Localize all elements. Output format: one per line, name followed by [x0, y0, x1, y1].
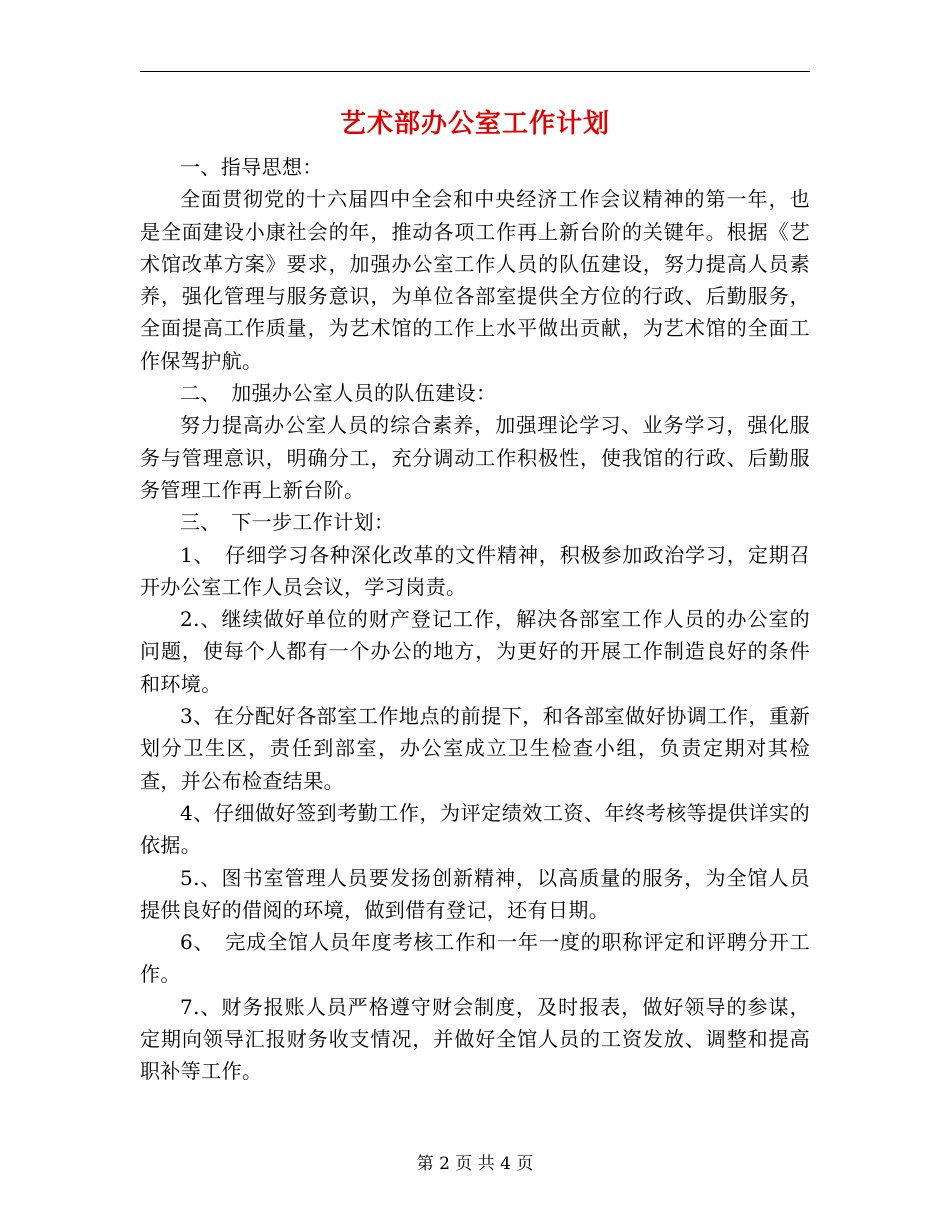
plan-item-6: 6、 完成全馆人员年度考核工作和一年一度的职称评定和评聘分开工作。 [140, 930, 810, 987]
header-rule [140, 71, 810, 72]
plan-item-7: 7.、财务报账人员严格遵守财会制度，及时报表，做好领导的参谋，定期向领导汇报财务收支情况，并做好全馆人员的工资发放、调整和提高职补等工作。 [140, 994, 810, 1084]
section-heading-1: 一、指导思想： [180, 155, 323, 179]
plan-item-5: 5.、图书室管理人员要发扬创新精神，以高质量的服务，为全馆人员提供良好的借阅的环境，做到借有登记，还有日期。 [140, 865, 810, 922]
plan-item-2: 2.、继续做好单位的财产登记工作，解决各部室工作人员的办公室的问题，使每个人都有一个办公的地方，为更好的开展工作制造良好的条件和环境。 [140, 607, 810, 696]
paragraph: 全面贯彻党的十六届四中全会和中央经济工作会议精神的第一年，也是全面建设小康社会的年，推动各项工作再上新台阶的关键年。根据《艺术馆改革方案》要求，加强办公室工作人员的队伍建设，努力提高人员素养，强化管理与服务意识，为单位各部室提供全方位的行政、后勤服务，全面提高工作质量，为艺术馆的工作上水平做出贡献，为艺术馆的全面工作保驾护航。 [140, 187, 810, 373]
section-heading-3: 三、 下一步工作计划： [180, 510, 395, 535]
section-heading-2: 二、 加强办公室人员的队伍建设： [180, 381, 497, 406]
plan-item-1: 1、 仔细学习各种深化改革的文件精神，积极参加政治学习，定期召开办公室工作人员会议，学习岗责。 [140, 542, 810, 599]
page-number-footer: 第 2 页 共 4 页 [416, 1154, 534, 1174]
plan-item-4: 4、仔细做好签到考勤工作，为评定绩效工资、年终考核等提供详实的依据。 [140, 800, 810, 858]
plan-item-3: 3、在分配好各部室工作地点的前提下，和各部室做好协调工作，重新划分卫生区，责任到部室，办公室成立卫生检查小组，负责定期对其检查，并公布检查结果。 [140, 704, 810, 793]
document-body [140, 151, 810, 1088]
paragraph: 努力提高办公室人员的综合素养，加强理论学习、业务学习，强化服务与管理意识，明确分工，充分调动工作积极性，使我馆的行政、后勤服务管理工作再上新台阶。 [140, 413, 810, 502]
document-title: 艺术部办公室工作计划 [339, 109, 610, 139]
